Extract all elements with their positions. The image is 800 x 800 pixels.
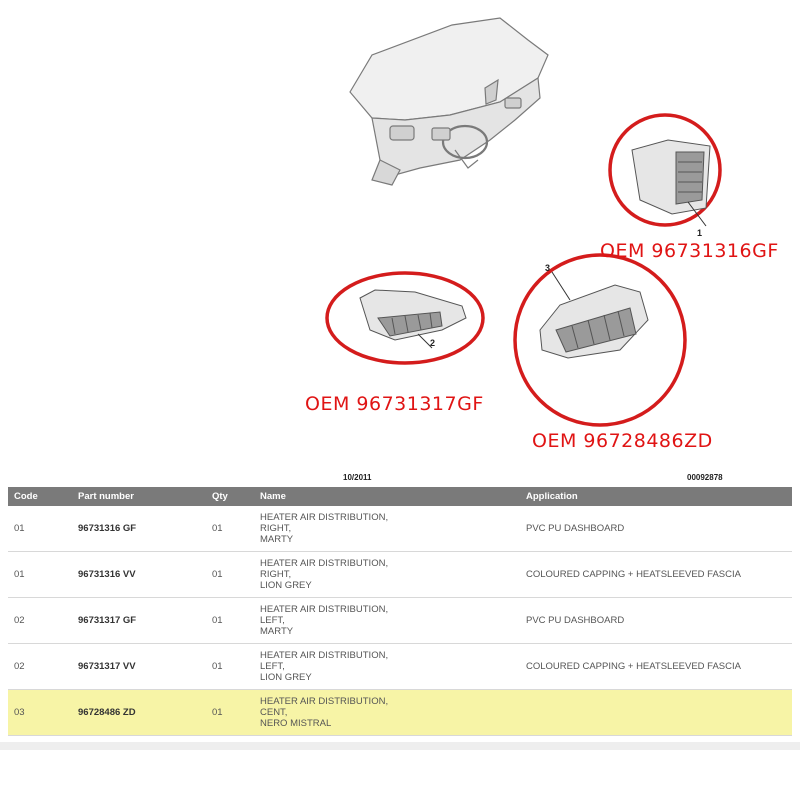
cell-code: 01 <box>8 506 72 552</box>
name-line: CENT, <box>260 707 288 718</box>
header-code: Code <box>8 487 72 506</box>
table-row <box>8 644 792 690</box>
name-line: HEATER AIR DISTRIBUTION, <box>260 512 389 523</box>
cell-part-number: 96731316 VV <box>72 552 206 598</box>
cell-qty: 01 <box>206 552 254 598</box>
oem-label-1: OEM 96731316GF <box>600 240 779 262</box>
callout-part-1 <box>610 115 720 226</box>
dashboard-illustration <box>350 18 548 185</box>
cell-part-number: 96731317 VV <box>72 644 206 690</box>
cell-part-number: 96731317 GF <box>72 598 206 644</box>
name-line: RIGHT, <box>260 523 292 534</box>
name-line: NERO MISTRAL <box>260 718 332 729</box>
callout-part-2 <box>327 273 483 363</box>
oem-label-2: OEM 96731317GF <box>305 393 484 415</box>
cell-name <box>254 644 520 690</box>
name-line: HEATER AIR DISTRIBUTION, <box>260 650 389 661</box>
cell-code: 01 <box>8 552 72 598</box>
cell-code: 03 <box>8 690 72 736</box>
table-row <box>8 506 792 552</box>
table-header-row <box>8 487 792 506</box>
callout-part-3 <box>515 255 685 425</box>
table-row-highlighted <box>8 690 792 736</box>
cell-name <box>254 598 520 644</box>
revision-date: 10/2011 <box>343 473 372 482</box>
table-row <box>8 552 792 598</box>
name-line: MARTY <box>260 534 294 545</box>
table-row <box>8 598 792 644</box>
cell-part-number: 96731316 GF <box>72 506 206 552</box>
name-line: LION GREY <box>260 672 312 683</box>
header-application: Application <box>520 487 792 506</box>
name-line: LEFT, <box>260 615 285 626</box>
name-line: LEFT, <box>260 661 285 672</box>
name-line: HEATER AIR DISTRIBUTION, <box>260 696 389 707</box>
name-line: MARTY <box>260 626 294 637</box>
cell-qty: 01 <box>206 644 254 690</box>
cell-code: 02 <box>8 598 72 644</box>
name-line: LION GREY <box>260 580 312 591</box>
cell-application: COLOURED CAPPING + HEATSLEEVED FASCIA <box>520 644 792 690</box>
cell-application: COLOURED CAPPING + HEATSLEEVED FASCIA <box>520 552 792 598</box>
cell-application <box>520 690 792 736</box>
bottom-divider <box>0 742 800 750</box>
cell-name <box>254 690 520 736</box>
name-line: HEATER AIR DISTRIBUTION, <box>260 558 389 569</box>
oem-label-3: OEM 96728486ZD <box>532 430 713 452</box>
part-1-label: 1 <box>697 228 703 238</box>
part-2-label: 2 <box>430 338 436 348</box>
cell-qty: 01 <box>206 506 254 552</box>
parts-table <box>8 487 792 736</box>
cell-application: PVC PU DASHBOARD <box>520 598 792 644</box>
part-3-label: 3 <box>545 263 551 273</box>
name-line: RIGHT, <box>260 569 292 580</box>
name-line: HEATER AIR DISTRIBUTION, <box>260 604 389 615</box>
cell-qty: 01 <box>206 690 254 736</box>
header-qty: Qty <box>206 487 254 506</box>
cell-part-number: 96728486 ZD <box>72 690 206 736</box>
cell-name <box>254 552 520 598</box>
header-part-number: Part number <box>72 487 206 506</box>
header-name: Name <box>254 487 520 506</box>
cell-code: 02 <box>8 644 72 690</box>
cell-application: PVC PU DASHBOARD <box>520 506 792 552</box>
cell-name <box>254 506 520 552</box>
document-number: 00092878 <box>687 473 723 482</box>
cell-qty: 01 <box>206 598 254 644</box>
